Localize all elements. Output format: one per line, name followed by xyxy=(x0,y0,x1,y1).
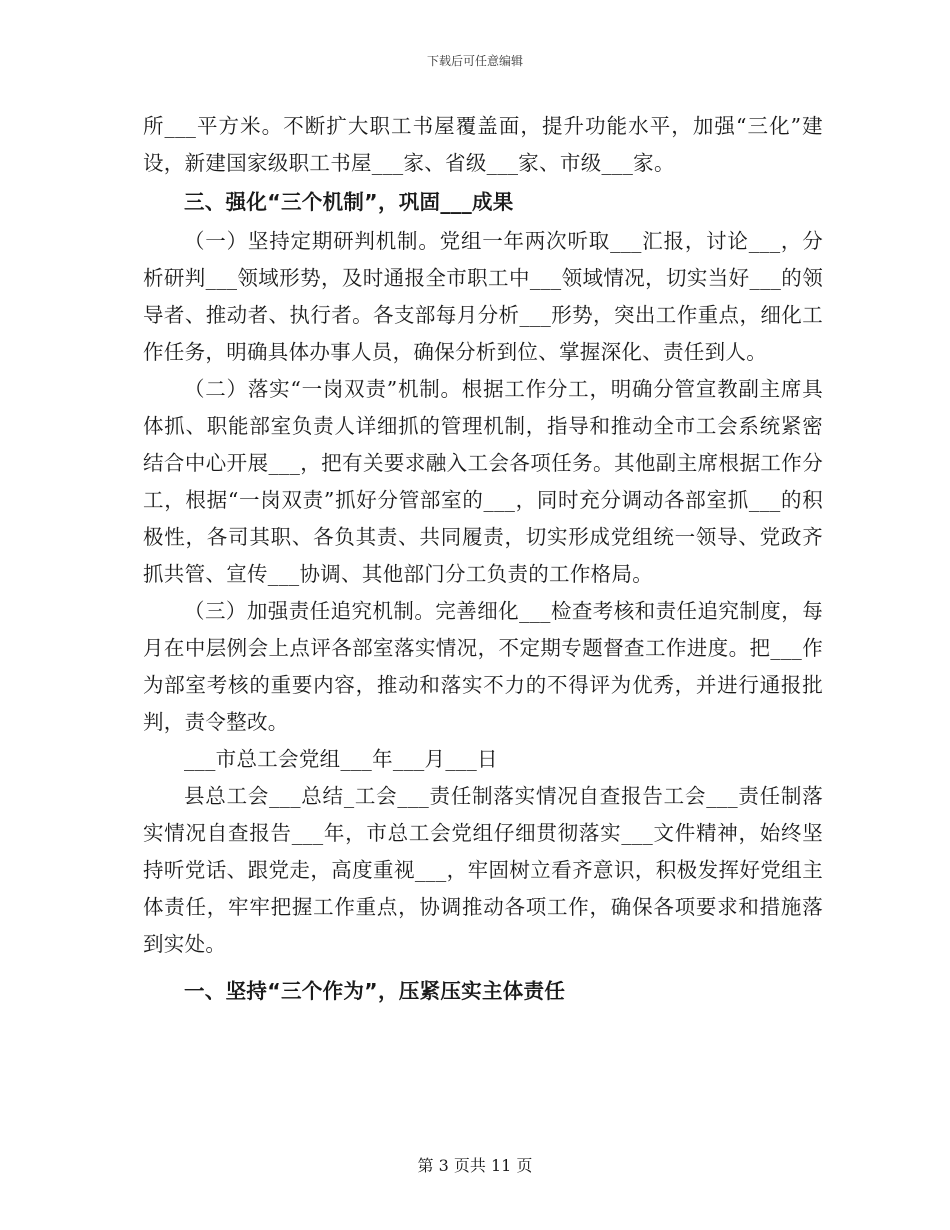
page-number: 第 3 页共 11 页 xyxy=(417,1156,533,1175)
paragraph-self-inspection-intro: 县总工会___总结_工会___责任制落实情况自查报告工会___责任制落实情况自查报告___年，市总工会党组仔细贯彻落实___文件精神，始终坚持听党话、跟党走，高度重视___，牢固树立看齐意识，积极发挥好党组主体责任，牢牢把握工作重点，协调推动各项工作，确保各项要求和措施落到实处。 xyxy=(143,784,823,956)
paragraph-dual-responsibility: （二）落实“一岗双责”机制。根据工作分工，明确分管宣教副主席具体抓、职能部室负责人详细抓的管理机制，指导和推动全市工会系统紧密结合中心开展___，把有关要求融入工会各项任务。其他副主席根据工作分工，根据“一岗双责”抓好分管部室的___，同时充分调动各部室抓___的积极性，各司其职、各负其责、共同履责，切实形成党组统一领导、党政齐抓共管、宣传___协调、其他部门分工负责的工作格局。 xyxy=(143,377,823,586)
section-heading-1: 一、坚持“三个作为”，压紧压实主体责任 xyxy=(184,979,566,1003)
page-header-note: 下载后可任意编辑 xyxy=(426,54,523,68)
section-heading-3: 三、强化“三个机制”，巩固___成果 xyxy=(184,190,514,214)
signature-date-line: ___市总工会党组___年___月___日 xyxy=(184,747,498,771)
paragraph-continuation: 所___平方米。不断扩大职工书屋覆盖面，提升功能水平，加强“三化”建设，新建国家级职工书屋___家、省级___家、市级___家。 xyxy=(143,114,823,175)
document-body xyxy=(143,108,823,1012)
paragraph-accountability: （三）加强责任追究机制。完善细化___检查考核和责任追究制度，每月在中层例会上点评各部室落实情况，不定期专题督查工作进度。把___作为部室考核的重要内容，推动和落实不力的不得评为优秀，并进行通报批判，责令整改。 xyxy=(143,599,823,734)
paragraph-review-mechanism: （一）坚持定期研判机制。党组一年两次听取___汇报，讨论___，分析研判___领域形势，及时通报全市职工中___领域情况，切实当好___的领导者、推动者、执行者。各支部每月分析___形势，突出工作重点，细化工作任务，明确具体办事人员，确保分析到位、掌握深化、责任到人。 xyxy=(143,229,823,364)
